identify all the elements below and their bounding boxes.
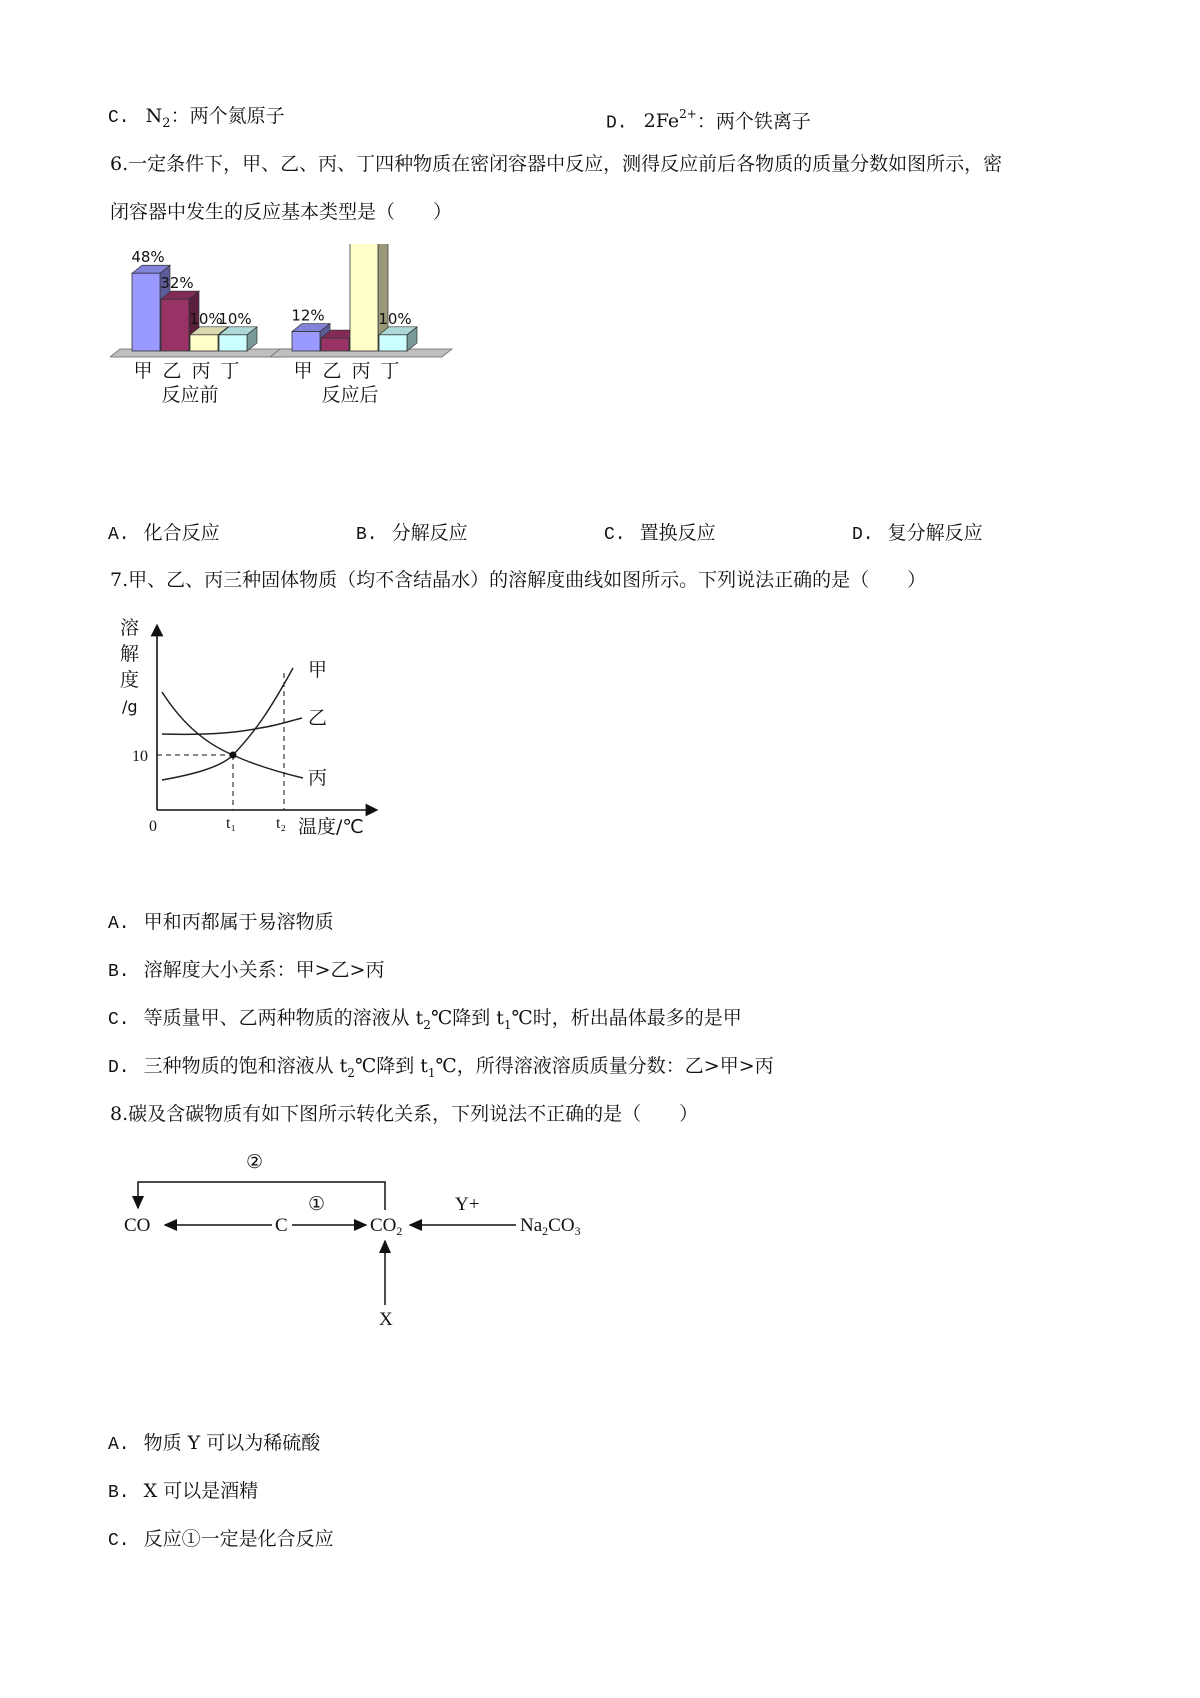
label-y-plus: Y+ bbox=[455, 1194, 480, 1215]
subscript: 1 bbox=[427, 1065, 436, 1080]
category-label: 乙 bbox=[322, 360, 342, 382]
q5-option-d bbox=[606, 104, 811, 135]
q6-option-c bbox=[604, 521, 716, 547]
q7-option-b bbox=[108, 958, 384, 984]
option-letter: D. bbox=[108, 1058, 130, 1078]
option-letter: B. bbox=[108, 962, 130, 982]
q5-option-c bbox=[108, 104, 285, 136]
question-8-stem: 8.碳及含碳物质有如下图所示转化关系，下列说法不正确的是（ ） bbox=[110, 1103, 699, 1125]
category-label: 丁 bbox=[220, 360, 240, 382]
option-text-part3: ℃，所得溶液溶质质量分数：乙>甲>丙 bbox=[435, 1055, 774, 1077]
option-text: 复分解反应 bbox=[887, 522, 983, 544]
option-text: ：两个氮原子 bbox=[170, 105, 285, 127]
series-label-bing: 丙 bbox=[308, 767, 328, 789]
bar-丁 bbox=[379, 335, 407, 351]
q6-option-a bbox=[108, 521, 220, 547]
q7-option-d bbox=[108, 1054, 774, 1085]
subscript: 1 bbox=[503, 1017, 512, 1032]
option-text-part2: ℃降到 t bbox=[430, 1007, 504, 1029]
formula: 2Fe bbox=[643, 110, 680, 133]
category-label: 丙 bbox=[191, 360, 211, 382]
solubility-curve-chart bbox=[110, 610, 380, 845]
option-letter: C. bbox=[108, 108, 130, 128]
option-text: 物质 Y 可以为稀硫酸 bbox=[143, 1432, 321, 1454]
y-axis-label bbox=[120, 617, 139, 716]
svg-text:溶解度/g: 溶解度/g bbox=[120, 617, 140, 716]
option-letter: D. bbox=[606, 113, 628, 134]
data-label: 10% bbox=[218, 309, 252, 328]
data-label: 48% bbox=[131, 248, 165, 267]
option-letter: B. bbox=[108, 1483, 130, 1503]
option-text: 分解反应 bbox=[391, 522, 468, 544]
option-letter: A. bbox=[108, 525, 130, 545]
y-tick-10: 10 bbox=[132, 748, 148, 765]
option-text-part1: 等质量甲、乙两种物质的溶液从 t bbox=[143, 1007, 424, 1029]
q8-option-c bbox=[108, 1527, 334, 1553]
bar-丙 bbox=[350, 244, 378, 351]
node-x: X bbox=[379, 1309, 393, 1330]
option-letter: A. bbox=[108, 1435, 130, 1455]
option-letter: B. bbox=[356, 525, 378, 545]
category-label: 乙 bbox=[162, 360, 182, 382]
series-label-yi: 乙 bbox=[308, 707, 328, 729]
option-text: 甲和丙都属于易溶物质 bbox=[143, 911, 334, 933]
option-text: 反应①一定是化合反应 bbox=[143, 1528, 334, 1550]
option-letter: C. bbox=[108, 1010, 130, 1030]
q6-option-b bbox=[356, 521, 468, 547]
subscript: 2 bbox=[162, 115, 171, 131]
x-tick-0: 0 bbox=[149, 818, 157, 835]
bar-甲 bbox=[132, 273, 160, 351]
chart-title: 反应前 bbox=[161, 384, 219, 406]
x-tick-t2: t₂ bbox=[276, 815, 287, 832]
subscript: 2 bbox=[423, 1017, 431, 1032]
category-label: 丁 bbox=[380, 360, 400, 382]
option-text-part3: ℃时，析出晶体最多的是甲 bbox=[511, 1007, 742, 1029]
label-reaction-2: ② bbox=[246, 1152, 264, 1173]
x-tick-t1: t₁ bbox=[226, 815, 237, 832]
bar-chart-after bbox=[270, 244, 452, 406]
carbon-conversion-diagram bbox=[110, 1148, 610, 1338]
option-text-part2: ℃降到 t bbox=[354, 1055, 428, 1077]
superscript: 2+ bbox=[679, 107, 697, 121]
node-na2co3: $Na_2CO_3$ bbox=[520, 1215, 581, 1238]
bar-乙 bbox=[161, 299, 189, 351]
subscript: 2 bbox=[347, 1065, 355, 1080]
chart-title: 反应后 bbox=[321, 384, 379, 406]
node-co: CO bbox=[124, 1215, 151, 1236]
q7-option-c bbox=[108, 1006, 742, 1037]
curve-jia bbox=[162, 668, 293, 780]
intersection-point bbox=[230, 752, 237, 759]
category-label: 甲 bbox=[293, 360, 313, 382]
option-letter: A. bbox=[108, 914, 130, 934]
option-letter: D. bbox=[852, 525, 874, 545]
arrow-co2-to-co bbox=[138, 1182, 385, 1210]
option-text: X 可以是酒精 bbox=[143, 1480, 259, 1502]
curve-yi bbox=[162, 718, 302, 734]
label-reaction-1: ① bbox=[308, 1194, 326, 1215]
option-text-part1: 三种物质的饱和溶液从 t bbox=[143, 1055, 348, 1077]
bar-甲 bbox=[292, 332, 320, 351]
series-label-jia: 甲 bbox=[308, 659, 328, 681]
q8-option-b bbox=[108, 1479, 258, 1505]
q7-option-a bbox=[108, 910, 334, 936]
question-7-stem: 7.甲、乙、丙三种固体物质（均不含结晶水）的溶解度曲线如图所示。下列说法正确的是（ ） bbox=[110, 569, 927, 591]
data-label: 32% bbox=[160, 274, 194, 293]
bar-丙 bbox=[190, 335, 218, 351]
data-label: 10% bbox=[378, 309, 412, 328]
question-6-stem-line2: 闭容器中发生的反应基本类型是（ ） bbox=[110, 201, 453, 223]
option-letter: C. bbox=[108, 1531, 130, 1551]
option-text: 溶解度大小关系：甲>乙>丙 bbox=[143, 959, 385, 981]
data-label: 10% bbox=[189, 309, 223, 328]
bar-丁 bbox=[219, 335, 247, 351]
option-text: ：两个铁离子 bbox=[696, 110, 811, 133]
category-label: 甲 bbox=[133, 360, 153, 382]
mass-fraction-bar-charts bbox=[110, 244, 500, 444]
formula: N bbox=[145, 105, 163, 127]
bar-乙 bbox=[321, 338, 349, 351]
category-label: 丙 bbox=[351, 360, 371, 382]
data-label: 12% bbox=[291, 306, 325, 325]
node-co2: $CO_2$ bbox=[370, 1215, 403, 1238]
bar-chart-before bbox=[110, 248, 292, 406]
question-6-stem-line1: 6.一定条件下，甲、乙、丙、丁四种物质在密闭容器中反应，测得反应前后各物质的质量分数如图所示，密 bbox=[110, 153, 1003, 175]
option-text: 置换反应 bbox=[639, 522, 716, 544]
node-c: C bbox=[275, 1215, 288, 1236]
q6-option-d bbox=[852, 521, 983, 547]
x-axis-label: 温度/℃ bbox=[298, 816, 364, 838]
q8-option-a bbox=[108, 1431, 320, 1457]
option-letter: C. bbox=[604, 525, 626, 545]
option-text: 化合反应 bbox=[143, 522, 220, 544]
